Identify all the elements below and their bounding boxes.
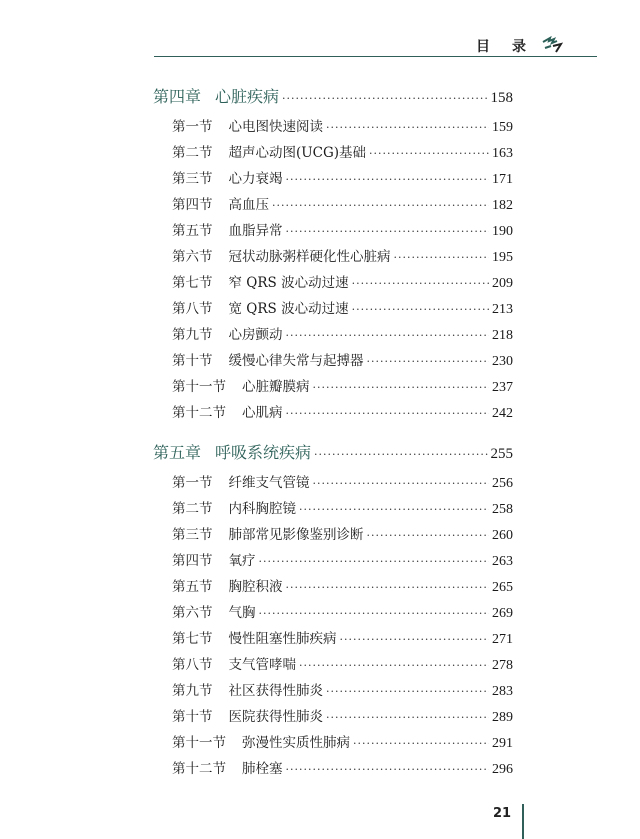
section-page-number: 283: [492, 684, 513, 699]
section-page-number: 296: [492, 762, 513, 777]
section-number: 第十二节: [172, 405, 226, 421]
section-page-number: 269: [492, 606, 513, 621]
section-page-number: 218: [492, 328, 513, 343]
dot-leader: [313, 381, 490, 394]
toc-section-entry: [172, 471, 513, 492]
toc-chapter-entry: [153, 440, 513, 463]
dot-leader: [367, 529, 490, 542]
dot-leader: [369, 147, 489, 160]
toc-section-entry: [172, 731, 513, 752]
section-title: 氧疗: [228, 553, 256, 569]
section-title: 内科胸腔镜: [228, 501, 296, 517]
chapter-number: 第四章: [153, 87, 202, 106]
section-title: 肺栓塞: [242, 761, 283, 777]
section-title: 气胸: [228, 605, 256, 621]
section-title: 缓慢心律失常与起搏器: [228, 353, 364, 369]
section-number: 第五节: [172, 223, 213, 239]
section-title: 心房颤动: [228, 327, 283, 343]
section-page-number: 242: [492, 406, 513, 421]
section-number: 第四节: [172, 553, 213, 569]
header-title-char-2: 录: [512, 39, 526, 55]
dot-leader: [314, 448, 487, 461]
section-number: 第九节: [172, 327, 213, 343]
section-number: 第三节: [172, 527, 213, 543]
section-number: 第七节: [172, 631, 213, 647]
section-page-number: 213: [492, 302, 513, 317]
section-number: 第十一节: [172, 379, 226, 395]
toc-section-entry: [172, 653, 513, 674]
section-page-number: 163: [492, 146, 513, 161]
dot-leader: [394, 251, 490, 264]
section-page-number: 190: [492, 224, 513, 239]
section-title: 心电图快速阅读: [228, 119, 323, 135]
section-title: 医院获得性肺炎: [228, 709, 323, 725]
section-page-number: 209: [492, 276, 513, 291]
chapter-number: 第五章: [153, 443, 202, 462]
dot-leader: [340, 633, 490, 646]
toc-section-entry: [172, 679, 513, 700]
dot-leader: [326, 121, 489, 134]
dot-leader: [353, 737, 489, 750]
toc-section-entry: [172, 297, 513, 318]
section-number: 第十节: [172, 353, 213, 369]
section-title: 窄 QRS 波心动过速: [228, 275, 349, 291]
chapter-page-number: 158: [490, 90, 513, 106]
section-page-number: 260: [492, 528, 513, 543]
toc-section-entry: [172, 219, 513, 240]
section-page-number: 289: [492, 710, 513, 725]
dot-leader: [286, 407, 490, 420]
toc-section-entry: [172, 271, 513, 292]
footer-rule: [522, 804, 524, 839]
section-page-number: 271: [492, 632, 513, 647]
section-title: 胸腔积液: [228, 579, 283, 595]
dot-leader: [299, 659, 489, 672]
header-title-char-1: 目: [476, 39, 490, 55]
section-number: 第六节: [172, 249, 213, 265]
toc-section-entry: [172, 575, 513, 596]
section-number: 第十一节: [172, 735, 226, 751]
section-page-number: 265: [492, 580, 513, 595]
section-title: 宽 QRS 波心动过速: [228, 301, 349, 317]
section-number: 第三节: [172, 171, 213, 187]
dot-leader: [313, 477, 490, 490]
section-title: 心肌病: [242, 405, 283, 421]
dot-leader: [282, 92, 487, 105]
toc-section-entry: [172, 167, 513, 188]
section-title: 支气管哮喘: [228, 657, 296, 673]
toc-section-entry: [172, 349, 513, 370]
dot-leader: [286, 763, 490, 776]
dot-leader: [326, 711, 489, 724]
section-number: 第八节: [172, 301, 213, 317]
header-rule: [154, 56, 597, 57]
toc-section-entry: [172, 401, 513, 422]
chevron-arrow-icon: [541, 34, 563, 54]
toc-chapter-entry: [153, 84, 513, 107]
section-page-number: 182: [492, 198, 513, 213]
dot-leader: [259, 555, 490, 568]
section-number: 第二节: [172, 145, 213, 161]
toc-section-entry: [172, 549, 513, 570]
section-number: 第十二节: [172, 761, 226, 777]
section-page-number: 230: [492, 354, 513, 369]
section-title: 慢性阻塞性肺疾病: [228, 631, 337, 647]
dot-leader: [352, 277, 489, 290]
section-number: 第十节: [172, 709, 213, 725]
section-page-number: 263: [492, 554, 513, 569]
toc-section-entry: [172, 375, 513, 396]
section-number: 第九节: [172, 683, 213, 699]
section-title: 纤维支气管镜: [228, 475, 310, 491]
section-title: 血脂异常: [228, 223, 283, 239]
section-number: 第六节: [172, 605, 213, 621]
toc-section-entry: [172, 601, 513, 622]
dot-leader: [286, 329, 490, 342]
section-page-number: 159: [492, 120, 513, 135]
section-title: 肺部常见影像鉴别诊断: [228, 527, 364, 543]
section-number: 第二节: [172, 501, 213, 517]
section-number: 第四节: [172, 197, 213, 213]
section-title: 冠状动脉粥样硬化性心脏病: [228, 249, 391, 265]
section-title: 社区获得性肺炎: [228, 683, 323, 699]
section-number: 第五节: [172, 579, 213, 595]
dot-leader: [286, 173, 490, 186]
toc-section-entry: [172, 757, 513, 778]
toc-section-entry: [172, 705, 513, 726]
section-title: 超声心动图(UCG)基础: [228, 145, 367, 161]
toc-section-entry: [172, 627, 513, 648]
section-page-number: 291: [492, 736, 513, 751]
dot-leader: [367, 355, 490, 368]
section-page-number: 278: [492, 658, 513, 673]
section-number: 第一节: [172, 475, 213, 491]
page-number: 21: [493, 806, 512, 821]
toc-section-entry: [172, 141, 513, 162]
dot-leader: [286, 581, 490, 594]
toc-section-entry: [172, 193, 513, 214]
toc-section-entry: [172, 523, 513, 544]
section-title: 弥漫性实质性肺病: [242, 735, 350, 751]
section-page-number: 258: [492, 502, 513, 517]
section-number: 第一节: [172, 119, 213, 135]
section-number: 第八节: [172, 657, 213, 673]
dot-leader: [299, 503, 489, 516]
toc-section-entry: [172, 497, 513, 518]
dot-leader: [272, 199, 489, 212]
section-page-number: 195: [492, 250, 513, 265]
dot-leader: [352, 303, 489, 316]
toc-section-entry: [172, 115, 513, 136]
section-number: 第七节: [172, 275, 213, 291]
chapter-title: 心脏疾病: [215, 87, 280, 106]
section-page-number: 171: [492, 172, 513, 187]
dot-leader: [259, 607, 490, 620]
toc-header-title: [476, 36, 526, 56]
dot-leader: [286, 225, 490, 238]
section-page-number: 237: [492, 380, 513, 395]
toc-section-entry: [172, 245, 513, 266]
section-title: 高血压: [228, 197, 269, 213]
toc-section-entry: [172, 323, 513, 344]
section-title: 心脏瓣膜病: [242, 379, 310, 395]
section-title: 心力衰竭: [228, 171, 283, 187]
section-page-number: 256: [492, 476, 513, 491]
dot-leader: [326, 685, 489, 698]
chapter-page-number: 255: [490, 446, 513, 462]
chapter-title: 呼吸系统疾病: [215, 443, 312, 462]
